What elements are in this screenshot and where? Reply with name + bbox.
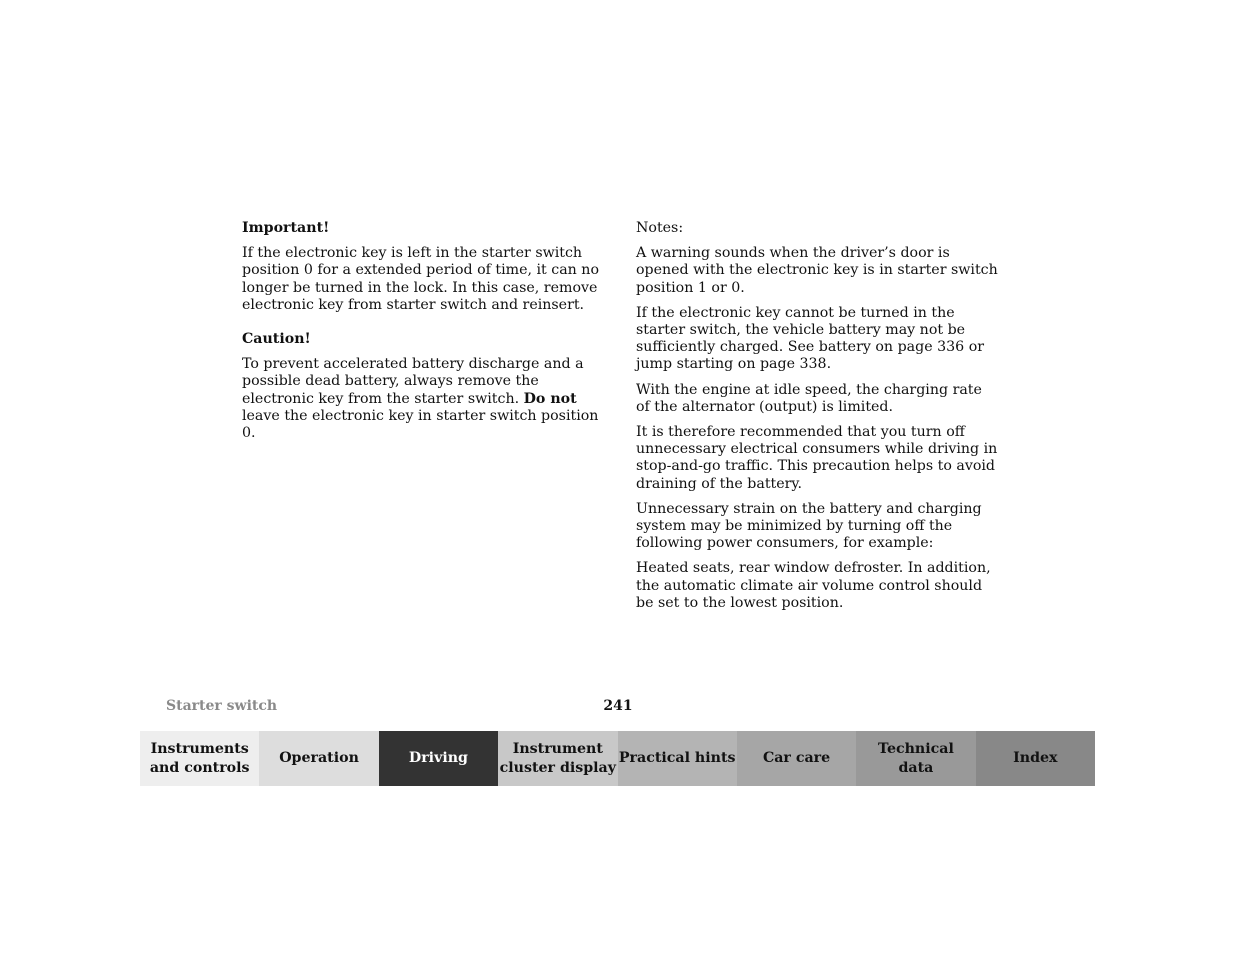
note-paragraph: Unnecessary strain on the battery and charging system may be minimized by turning off the following power consumers, for example: [636, 500, 982, 552]
note-paragraph: If the electronic key cannot be turned in the starter switch, the vehicle battery may not be sufficiently charged. See battery on page 336 or jump starting on page 338. [636, 304, 985, 373]
tab-instrument-cluster-display[interactable]: Instrument cluster display [498, 731, 617, 786]
tab-instruments-and-controls[interactable]: Instruments and controls [140, 731, 259, 786]
chapter-nav [140, 731, 1095, 786]
section-title: Starter switch [166, 698, 278, 714]
page-number: 241 [603, 698, 633, 714]
important-heading: Important! [242, 220, 330, 236]
notes-heading: Notes: [636, 220, 684, 236]
note-paragraph: With the engine at idle speed, the charging rate of the alternator (output) is limited. [636, 381, 982, 415]
caution-text [242, 356, 602, 442]
tab-practical-hints[interactable]: Practical hints [618, 731, 737, 786]
caution-text-after: leave the electronic key in starter switch position 0. [242, 407, 599, 442]
tab-technical-data[interactable]: Technical data [856, 731, 975, 786]
right-column [636, 220, 998, 620]
tab-car-care[interactable]: Car care [737, 731, 856, 786]
important-text: If the electronic key is left in the starter switch position 0 for a extended period of time, it can no longer be turned in the lock. In this case, remove electronic key from starter switch and reinsert. [242, 245, 599, 313]
left-column [242, 220, 602, 450]
note-paragraph: A warning sounds when the driver’s door is opened with the electronic key is in starter switch position 1 or 0. [636, 245, 998, 296]
note-paragraph: It is therefore recommended that you turn off unnecessary electrical consumers while driving in stop-and-go traffic. This precaution helps to avoid draining of the battery. [636, 424, 998, 492]
caution-heading: Caution! [242, 331, 311, 348]
tab-driving[interactable]: Driving [379, 731, 498, 786]
caution-text-before: To prevent accelerated battery discharge and a possible dead battery, always remove the electronic key from the starter switch. [242, 356, 584, 407]
tab-index[interactable]: Index [976, 731, 1095, 786]
tab-operation[interactable]: Operation [259, 731, 378, 786]
note-paragraph: Heated seats, rear window defroster. In addition, the automatic climate air volume control should be set to the lowest position. [636, 560, 991, 611]
caution-bold: Do not [523, 390, 577, 407]
